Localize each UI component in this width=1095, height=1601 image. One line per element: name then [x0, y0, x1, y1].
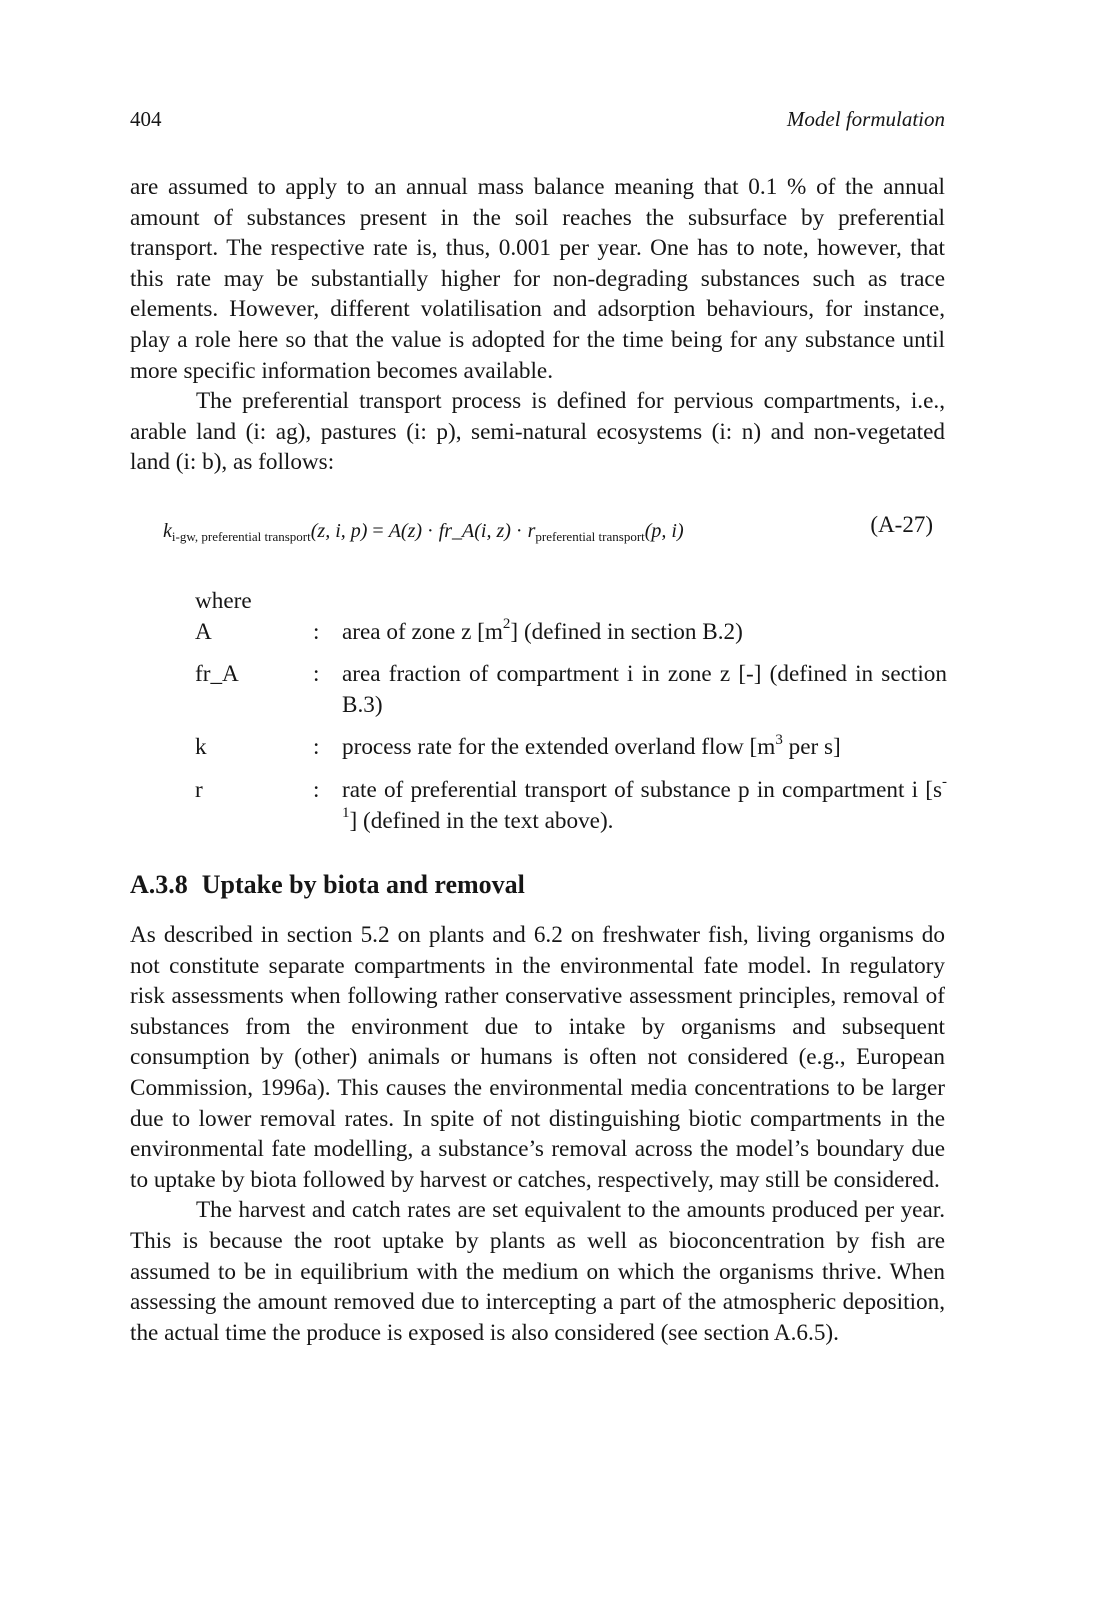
- section-title: Uptake by biota and removal: [201, 870, 525, 899]
- where-heading: where: [195, 588, 252, 614]
- definition-symbol: fr_A: [195, 661, 239, 688]
- section-heading: [130, 870, 525, 900]
- body-text-upper: [130, 172, 945, 478]
- variable-definitions: [195, 586, 947, 848]
- definition-symbol: r: [195, 776, 203, 803]
- definition-colon: :: [313, 661, 320, 688]
- running-title: Model formulation: [786, 107, 945, 131]
- definition-colon: :: [313, 776, 320, 803]
- definition-text: area of zone z $[m^2]$ (defined in section B.2): [342, 615, 743, 645]
- definition-symbol: A: [195, 618, 212, 645]
- definition-colon: :: [313, 734, 320, 761]
- paragraph: As described in section 5.2 on plants and 6.2 on freshwater fish, living organisms do not constitute separate compartments in the environmental fate model. In regulatory risk assessments when following rather conservative assessment principles, removal of substances from the environment due to intake by organisms and subsequent consumption by (other) animals or humans is often not considered (e.g., European Commission, 1996a). This causes the environmental media concentrations to be larger due to lower removal rates. In spite of not distinguishing biotic compartments in the environmental fate modelling, a substance’s removal across the model’s boundary due to uptake by biota followed by harvest or catches, respectively, may still be considered.: [130, 922, 945, 1193]
- paragraph: The harvest and catch rates are set equivalent to the amounts produced per year. This is because the root uptake by plants as well as bioconcentration by fish are assumed to be in equilibrium with the medium on which the organisms thrive. When assessing the amount removed due to intercepting a part of the atmospheric deposition, the actual time the produce is exposed is also considered (see section A.6.5).: [130, 1197, 945, 1346]
- definition-row: [195, 732, 947, 763]
- definition-text: area fraction of compartment i in zone z [-] (defined in section B.3): [342, 661, 947, 718]
- paragraph: are assumed to apply to an annual mass balance meaning that 0.1 % of the annual amount of substances present in the soil reaches the subsurface by preferential transport. The respective rate is, thus, 0.001 per year. One has to note, however, that this rate may be substantially higher for non-degrading substances such as trace elements. However, different volatilisation and adsorption behaviours, for instance, play a role here so that the value is adopted for the time being for any substance until more specific information becomes available.: [130, 174, 945, 384]
- eq-rate-symbol: r: [527, 520, 536, 542]
- eq-lhs-symbol: k: [163, 520, 172, 542]
- eq-rate-args: (p, i): [644, 520, 684, 542]
- equation-expression: [163, 520, 684, 543]
- page-header: [130, 107, 945, 132]
- eq-equals: =: [372, 520, 384, 542]
- page-number: 404: [130, 107, 162, 131]
- paragraph: The preferential transport process is defined for pervious compartments, i.e., arable land (i: ag), pastures (i: p), semi-natural ecosystems (i: n) and non-vegetated land (i: b), as follows:: [130, 388, 945, 476]
- eq-rate-subscript: preferential transport: [535, 529, 645, 544]
- definition-row: [195, 617, 947, 648]
- definition-text: process rate for the extended overland flow [$m^3$ per s]: [342, 731, 841, 761]
- eq-lhs-subscript: i-gw, preferential transport: [171, 529, 311, 544]
- definition-row: [195, 659, 947, 720]
- equation-number: (A-27): [870, 512, 933, 537]
- equation-a27: [130, 510, 945, 550]
- definition-colon: :: [313, 618, 320, 645]
- definition-row: [195, 775, 947, 836]
- eq-area: A(z): [388, 520, 423, 542]
- eq-fraction: fr_A(i, z): [438, 520, 511, 542]
- body-text-lower: [130, 920, 945, 1348]
- eq-dot: ·: [427, 520, 434, 542]
- eq-lhs-args: (z, i, p): [310, 520, 368, 542]
- section-number: A.3.8: [130, 870, 188, 899]
- definition-symbol: k: [195, 734, 207, 761]
- eq-dot: ·: [515, 520, 523, 542]
- definition-text: rate of preferential transport of substance p in compartment i $[s^{-1}]$ (defined in the text above).: [342, 774, 947, 834]
